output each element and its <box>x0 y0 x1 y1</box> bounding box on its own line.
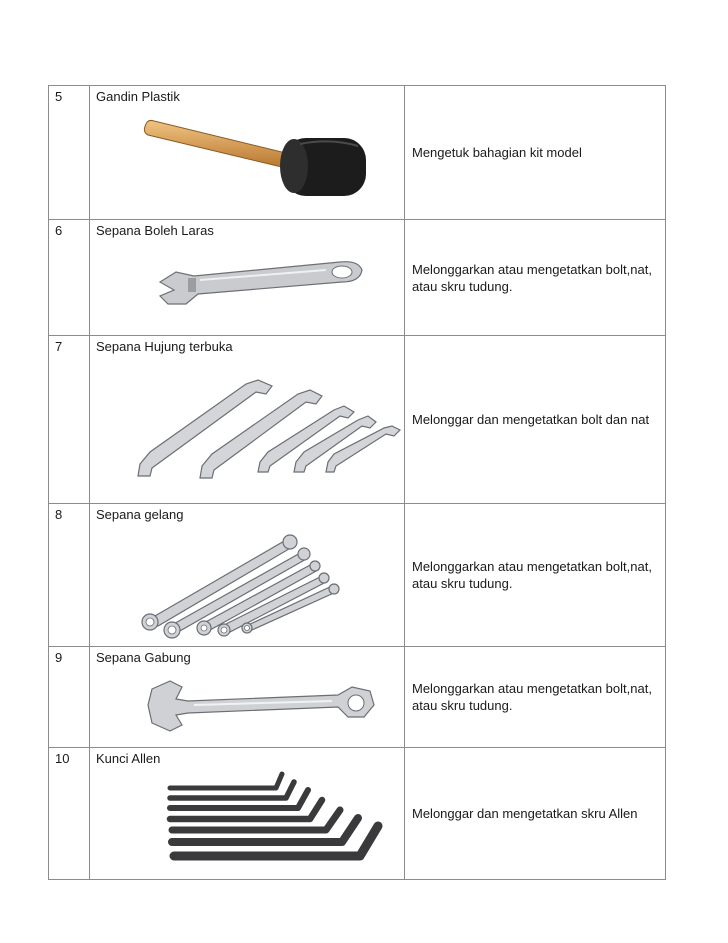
table-row <box>49 748 666 880</box>
tools-table <box>48 85 666 880</box>
tool-cell <box>90 220 405 336</box>
row-number: 7 <box>49 336 90 504</box>
rubber-mallet-icon <box>90 104 402 204</box>
tool-cell <box>90 647 405 748</box>
tool-description: Melonggarkan atau mengetatkan bolt,nat, atau skru tudung. <box>405 647 666 748</box>
tool-description: Melonggar dan mengetatkan skru Allen <box>405 748 666 880</box>
row-number: 8 <box>49 504 90 647</box>
tool-name: Sepana Boleh Laras <box>96 223 214 238</box>
row-number: 9 <box>49 647 90 748</box>
tool-description: Melonggarkan atau mengetatkan bolt,nat, atau skru tudung. <box>405 220 666 336</box>
tool-name: Gandin Plastik <box>96 89 180 104</box>
row-number: 10 <box>49 748 90 880</box>
table-row <box>49 220 666 336</box>
ring-spanner-set-icon <box>90 522 402 644</box>
tool-name: Sepana gelang <box>96 507 184 522</box>
tool-cell <box>90 336 405 504</box>
tool-cell <box>90 748 405 880</box>
table-row <box>49 647 666 748</box>
tool-cell <box>90 504 405 647</box>
table-row <box>49 504 666 647</box>
tool-description: Mengetuk bahagian kit model <box>405 86 666 220</box>
tool-name: Sepana Hujung terbuka <box>96 339 233 354</box>
tool-description: Melonggarkan atau mengetatkan bolt,nat, atau skru tudung. <box>405 504 666 647</box>
allen-key-set-icon <box>90 766 402 878</box>
combination-wrench-icon <box>90 665 402 745</box>
row-number: 6 <box>49 220 90 336</box>
adjustable-wrench-icon <box>90 238 402 333</box>
row-number: 5 <box>49 86 90 220</box>
tool-cell <box>90 86 405 220</box>
tool-description: Melonggar dan mengetatkan bolt dan nat <box>405 336 666 504</box>
tool-name: Sepana Gabung <box>96 650 191 665</box>
tool-name: Kunci Allen <box>96 751 161 766</box>
open-end-wrench-set-icon <box>90 354 402 499</box>
table-row <box>49 86 666 220</box>
table-row <box>49 336 666 504</box>
